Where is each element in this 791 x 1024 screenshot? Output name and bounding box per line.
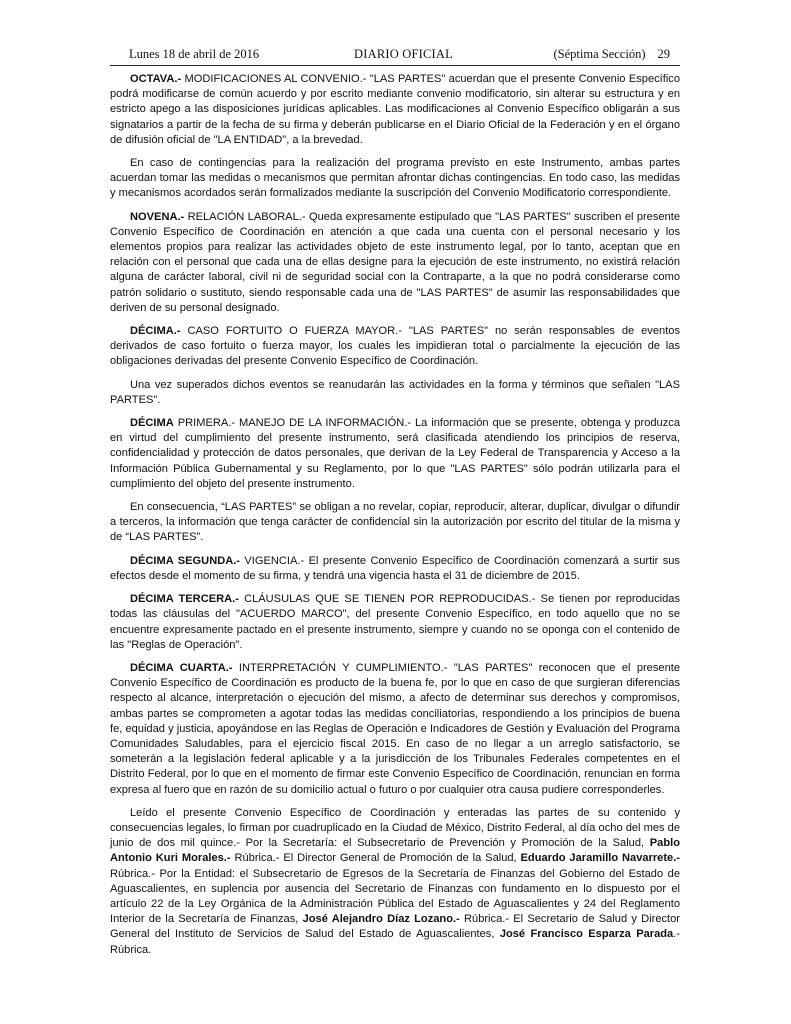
clause-decima-primera-paragraph-2: En consecuencia, “LAS PARTES” se obligan a no revelar, copiar, reproducir, alterar, duplicar, divulgar o difundir a terceros, la información que tenga carácter de confidencial sin la autorización por escrito del titular de la misma y de “LAS PARTES”.	[110, 501, 680, 544]
clause-heading: DÉCIMA CUARTA.-	[130, 661, 233, 674]
signatory-name: Eduardo Jaramillo Navarrete.-	[520, 852, 680, 865]
clause-text: CLÁUSULAS QUE SE TIENEN POR REPRODUCIDAS.- Se tienen por reproducidas todas las cláusulas del "ACUERDO MARCO", del presente Convenio Específico, en todo aquello que no se encuentre expresamente pactado en el presente instrumento, siempre y cuando no se oponga con el contenido de las "Reglas de Operación".	[110, 593, 681, 651]
clause-novena	[110, 210, 680, 316]
clause-heading: DÉCIMA.-	[130, 325, 181, 338]
clause-decima-segunda	[110, 554, 680, 584]
signatory-name: Pablo Antonio Kuri Morales.-	[110, 837, 680, 865]
header-page-number: 29	[657, 47, 670, 61]
page-header	[129, 47, 670, 65]
closing-text: Rúbrica.- Por la Entidad: el Subsecretario de Egresos de la Secretaría de Finanzas del Gobierno del Estado de Aguascalientes, en suplencia por ausencia del Secretario de Finanzas con fundamento en lo dispuesto por el artículo 22 de la Ley Orgánica de la Administración Pública del Estado de Aguascalientes y 24 del Reglamento Interior de la Secretaría de Finanzas,	[110, 867, 680, 926]
clause-decima-primera	[110, 416, 680, 492]
closing-text: Rúbrica.- El Secretario de Salud y Director General del Instituto de Servicios de Salud del Estado de Aguascalientes,	[110, 913, 680, 941]
clause-octava-paragraph-2: En caso de contingencias para la realización del programa previsto en este Instrumento, ambas partes acuerdan tomar las medidas o mecanismos que permitan afrontar dichas contingencias. En todo caso, las medidas y mecanismos acordados serán formalizados mediante la suscripción del Convenio Modificatorio correspondiente.	[110, 157, 680, 200]
document-body	[110, 72, 680, 958]
closing-text: .- Rúbrica.	[110, 928, 680, 956]
clause-decima-paragraph-2: Una vez superados dichos eventos se reanudarán las actividades en la forma y términos que señalen "LAS PARTES".	[110, 378, 680, 406]
signatory-name: José Alejandro Díaz Lozano.-	[302, 913, 460, 926]
clause-heading: DÉCIMA	[130, 417, 174, 430]
clause-text: VIGENCIA.- El presente Convenio Específico de Coordinación comenzará a surtir sus efectos desde el momento de su firma, y tendrá una vigencia hasta el 31 de diciembre de 2015.	[110, 554, 680, 582]
clause-text: INTERPRETACIÓN Y CUMPLIMIENTO.- "LAS PARTES" reconocen que el presente Convenio Específico de Coordinación es producto de la buena fe, por lo que en caso de que surgieran diferencias respecto al alcance, interpretación o ejecución del mismo, a afecto de determinar sus derechos y compromisos, ambas partes se comprometen a agotar todas las medidas conciliatorias, respondiendo a los principios de buena fe, equidad y justicia, apoyándose en las Reglas de Operación e Indicadores de Gestión y Evaluación del Programa Comunidades Saludables, para el ejercicio fiscal 2015. En caso de no llegar a un arreglo satisfactorio, se someterán a la legislación federal aplicable y a la jurisdicción de los Tribunales Federales competentes en el Distrito Federal, por lo que en el momento de firmar este Convenio Específico de Coordinación, renuncian en forma expresa al fuero que en razón de su domicilio actual o futuro o por cualquier otra causa pudiere corresponderles.	[110, 661, 680, 796]
clause-octava	[110, 72, 680, 148]
clause-text: CASO FORTUITO O FUERZA MAYOR.- "LAS PARTES" no serán responsables de eventos derivados de caso fortuito o fuerza mayor, los cuales les impidieran total o parcialmente la ejecución de las obligaciones derivadas del presente Convenio Específico de Coordinación.	[110, 325, 680, 368]
header-section-page	[554, 47, 671, 62]
header-rule	[110, 65, 680, 66]
closing-text: Rúbrica.- El Director General de Promoción de la Salud,	[230, 852, 521, 865]
header-section: (Séptima Sección)	[553, 47, 646, 61]
clause-text: MODIFICACIONES AL CONVENIO.- "LAS PARTES" acuerdan que el presente Convenio Específico podrá modificarse de común acuerdo y por escrito mediante convenio modificatorio, sin alterar su estructura y en estricto apego a las disposiciones jurídicas aplicables. Las modificaciones al Convenio Específico obligarán a sus signatarios a partir de la fecha de su firma y deberán publicarse en el Diario Oficial de la Federación y en el órgano de difusión oficial de "LA ENTIDAD", a la brevedad.	[110, 73, 680, 146]
clause-decima	[110, 324, 680, 370]
signatory-name: José Francisco Esparza Parada	[499, 928, 674, 941]
header-publication: DIARIO OFICIAL	[354, 47, 453, 61]
closing-paragraph	[110, 806, 680, 958]
closing-text: Leído el presente Convenio Específico de Coordinación y enteradas las partes de su contenido y consecuencias legales, lo firman por cuadruplicado en la Ciudad de México, Distrito Federal, al día ocho del mes de junio de dos mil quince.- Por la Secretaría: el Subsecretario de Prevención y Promoción de la Salud,	[110, 806, 680, 850]
clause-text: PRIMERA.- MANEJO DE LA INFORMACIÓN.- La información que se presente, obtenga y produzca en virtud del cumplimiento del presente instrumento, será clasificada atendiendo los principios de reserva, confidencialidad y protección de datos personales, que derivan de la Ley Federal de Transparencia y Acceso a la Información Pública Gubernamental y su Reglamento, por lo que "LAS PARTES" sólo podrán utilizarla para el cumplimiento del objeto del presente instrumento.	[110, 417, 680, 490]
clause-decima-tercera	[110, 592, 680, 653]
clause-heading: DÉCIMA TERCERA.-	[130, 593, 239, 606]
clause-heading: DÉCIMA SEGUNDA.-	[130, 554, 240, 567]
clause-decima-cuarta	[110, 661, 680, 798]
clause-text: RELACIÓN LABORAL.- Queda expresamente estipulado que "LAS PARTES" suscriben el presente Convenio Específico de Coordinación en atención a que cada una cuenta con el personal necesario y los elementos propios para realizar las actividades objeto de este instrumento legal, por lo tanto, aceptan que en relación con el personal que cada una de ellas designe para la ejecución de este instrumento, no existirá relación alguna de carácter laboral, civil ni de seguridad social con la Contraparte, a la que no podrá considerarse como patrón solidario o sustituto, siendo responsable cada una de "LAS PARTES" de asumir las responsabilidades que deriven de su personal designado.	[110, 210, 680, 314]
clause-heading: OCTAVA.-	[130, 73, 182, 85]
clause-heading: NOVENA.-	[130, 210, 185, 223]
header-date: Lunes 18 de abril de 2016	[129, 47, 260, 61]
